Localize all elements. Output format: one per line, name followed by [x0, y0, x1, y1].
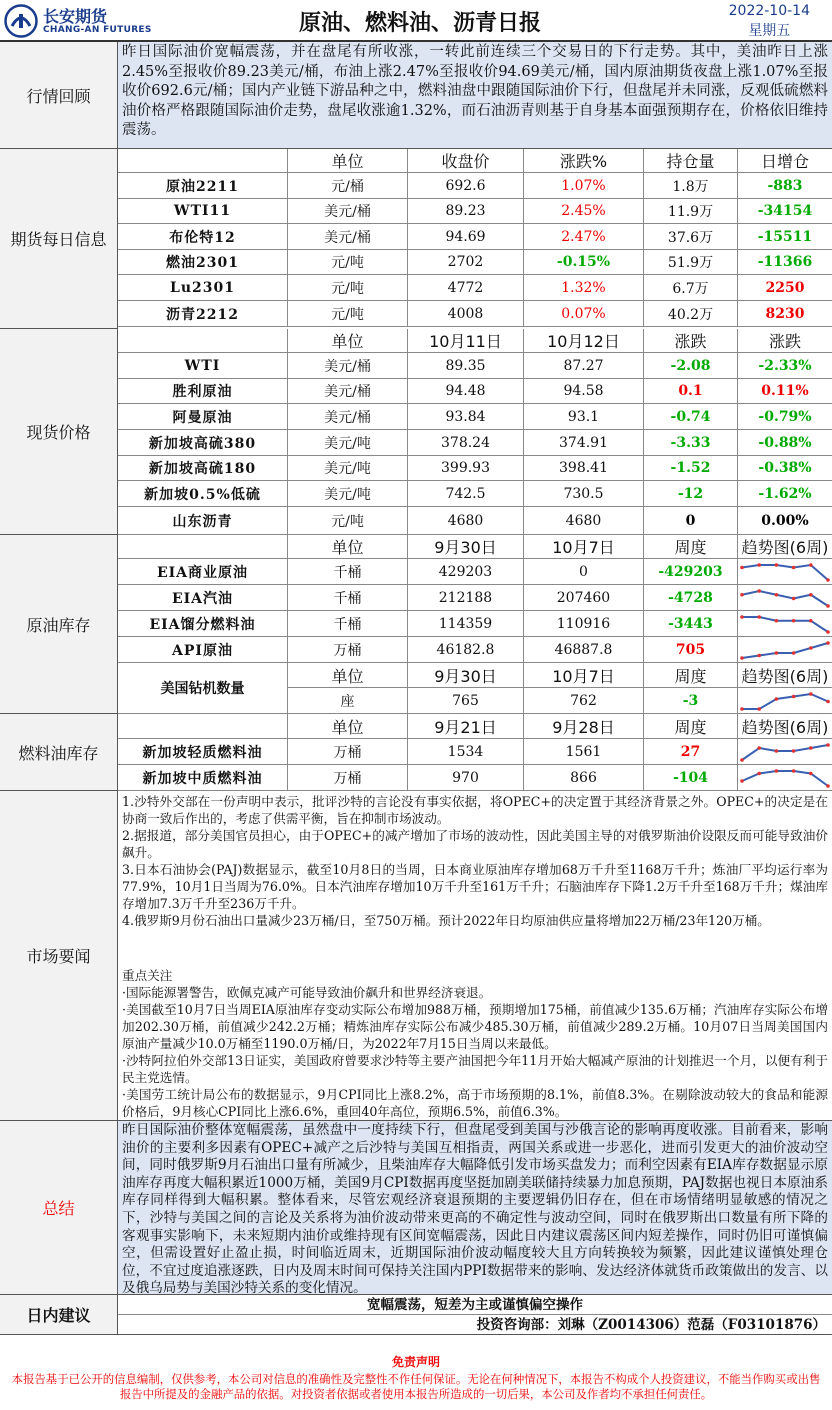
- section-label-crude-inv: 原油库存: [0, 535, 118, 714]
- instrument-name: EIA馏分燃料油: [118, 611, 288, 636]
- column-header: 单位: [288, 329, 408, 352]
- trend-point: [826, 630, 830, 634]
- trend-point: [809, 646, 813, 650]
- trend-point: [775, 592, 779, 596]
- advisors: 投资咨询部：刘琳（Z0014306）范磊（F03101876）: [118, 1315, 832, 1335]
- trend-point: [740, 779, 744, 783]
- column-header: 9月30日: [408, 663, 524, 687]
- close-price: 4008: [408, 301, 524, 326]
- table-row: [118, 611, 832, 637]
- trend-line: [742, 771, 828, 786]
- trend-point: [826, 743, 830, 747]
- table-row: [118, 739, 832, 765]
- section-label-review: 行情回顾: [0, 42, 118, 149]
- trend-point: [792, 565, 796, 569]
- disclaimer-title: 免责声明: [391, 1355, 440, 1369]
- column-header: [118, 714, 288, 738]
- instrument-name: 新加坡中质燃料油: [118, 765, 288, 790]
- price-day2: 730.5: [524, 481, 644, 506]
- trend-point: [775, 563, 779, 567]
- unit: 座: [288, 688, 408, 713]
- section-label-summary: 总结: [0, 1121, 118, 1295]
- column-header: 涨跌: [644, 329, 738, 352]
- trend-point: [826, 604, 830, 608]
- change-pct: 1.32%: [524, 275, 644, 300]
- weekly-change: 27: [644, 739, 738, 764]
- value-week2: 866: [524, 765, 644, 790]
- trend-point: [792, 694, 796, 698]
- daily-oi-change: -15511: [757, 228, 813, 245]
- unit: 美元/吨: [288, 430, 408, 455]
- unit: 元/桶: [288, 173, 408, 198]
- trend-point: [809, 746, 813, 750]
- trend-point: [826, 578, 830, 582]
- instrument-name: WTI: [118, 353, 288, 378]
- section-label-news: 市场要闻: [0, 791, 118, 1121]
- price-day2: 4680: [524, 507, 644, 534]
- trend-line: [742, 745, 828, 760]
- trend-chart: [738, 611, 832, 636]
- trend-point: [792, 769, 796, 773]
- change-pct: 1.07%: [524, 173, 644, 198]
- trend-point: [792, 749, 796, 753]
- trend-line: [742, 617, 828, 632]
- logo-emblem-icon: [4, 4, 38, 38]
- change-pct: -0.79%: [758, 408, 812, 425]
- trend-point: [757, 589, 761, 593]
- price-day2: 374.91: [524, 430, 644, 455]
- column-header: 10月11日: [408, 329, 524, 352]
- unit: 万桶: [288, 739, 408, 764]
- section-label-fuel-inv: 燃料油库存: [0, 714, 118, 791]
- value-week1: 970: [408, 765, 524, 790]
- value-week1: 212188: [408, 585, 524, 610]
- column-header: 10月7日: [524, 535, 644, 558]
- price-day1: 399.93: [408, 456, 524, 480]
- table-row: [118, 430, 832, 456]
- value-week1: 429203: [408, 559, 524, 584]
- table-row: [118, 507, 832, 535]
- fuel-inv-header-row: [118, 714, 832, 739]
- price-day2: 87.27: [524, 353, 644, 378]
- table-row: [118, 224, 832, 250]
- futures-header-row: [118, 149, 832, 173]
- unit: 千桶: [288, 559, 408, 584]
- column-header: [118, 149, 288, 172]
- column-header: 9月21日: [408, 714, 524, 738]
- value-week2: 46887.8: [524, 637, 644, 662]
- change-pct: 0.11%: [761, 383, 809, 399]
- column-header: 9月28日: [524, 714, 644, 738]
- table-row: [118, 173, 832, 199]
- change: -3.33: [644, 430, 738, 455]
- trend-point: [775, 749, 779, 753]
- value-week1: 114359: [408, 611, 524, 636]
- price-day2: 93.1: [524, 404, 644, 429]
- unit: 万桶: [288, 765, 408, 790]
- trend-line: [742, 643, 828, 658]
- close-price: 94.69: [408, 224, 524, 249]
- section-label-advice: 日内建议: [0, 1295, 118, 1335]
- change: 0.1: [644, 379, 738, 403]
- trend-point: [757, 771, 761, 775]
- trend-line: [742, 565, 828, 580]
- trend-point: [826, 784, 830, 788]
- trend-point: [792, 651, 796, 655]
- column-header: 涨跌%: [524, 149, 644, 172]
- table-row: [118, 404, 832, 430]
- brand-en: CHANG-AN FUTURES: [43, 24, 152, 35]
- unit: 美元/吨: [288, 481, 408, 506]
- trend-sparkline: [738, 612, 832, 636]
- trend-point: [757, 563, 761, 567]
- weekly-change: -3443: [644, 611, 738, 636]
- focus-title: 重点关注: [122, 968, 173, 983]
- column-header: 收盘价: [408, 149, 524, 172]
- trend-sparkline: [738, 638, 832, 662]
- focus-item: ·沙特阿拉伯外交部13日证实，美国政府曾要求沙特等主要产油国把今年11月开始大幅减产原油的计划推迟一个月，以便有利于民主党选情。: [122, 1053, 828, 1085]
- news-item: 1.沙特外交部在一份声明中表示，批评沙特的言论没有事实依据，将OPEC+的决定置于其经济背景之外。OPEC+的决定是在协商一致后作出的，考虑了供需平衡，旨在抑制市场波动。: [122, 794, 828, 826]
- change: -1.52: [644, 456, 738, 480]
- close-price: 89.23: [408, 199, 524, 223]
- summary-text: 昨日国际油价整体宽幅震荡，虽然盘中一度持续下行，但盘尾受到美国与沙俄言论的影响再度收涨。目前看来，影响油价的主要利多因素有OPEC+减产之后沙特与美国互相指责，两国关系或进一步恶化，进而引发更大的油价波动空间，同时俄罗斯9月石油出口量有所减少，且柴油库存大幅降低引发市场买盘发力；而利空因素有EIA库存数据显示原油库存再度大幅积累近1000万桶，美国9月CPI数据再度坚挺加剧美联储持续暴力加息预期，PAJ数据也视日本原油系库存同样得到大幅积累。整体看来，尽管宏观经济衰退预期的主要逻辑仍旧存在，但在市场情绪明显敏感的情况之下，沙特与美国之间的言论及关系将为油价波动带来更高的不确定性与波动空间，同时在俄罗斯出口数量有所下降的客观事实影响下，未来短期内油价或维持现有区间宽幅震荡，因此日内建议震荡区间内短差操作，同时仍旧可谨慎偏空，但需设置好止盈止损，时间临近周末，近期国际油价波动幅度较大且方向转换较为频繁，因此建议谨慎处理仓位，不宜过度追涨逐跌，日内及周末时间可保持关注国内PPI数据带来的影响、发达经济体就货币政策做出的发言、以及俄乌局势与美国沙特关系的变化情况。: [118, 1121, 832, 1295]
- brand-cn: 长安期货: [43, 6, 108, 26]
- price-day2: 398.41: [524, 456, 644, 480]
- trend-point: [740, 707, 744, 711]
- crude-inv-header-row: [118, 535, 832, 559]
- trend-point: [809, 692, 813, 696]
- column-header: 单位: [288, 714, 408, 738]
- column-header: 单位: [288, 663, 408, 687]
- instrument-name: Lu2301: [118, 275, 288, 300]
- price-day1: 89.35: [408, 353, 524, 378]
- focus-item: ·美国截至10月7日当周EIA原油库存变动实际公布增加988万桶，预期增加175桶，前值减少135.6万桶；汽油库存实际公布增加202.30万桶，前值减少242.2万桶；精炼油库存实际公布减少485.30万桶，前值减少289.2万桶。10月07日当周美国国内原油产量减少10.0万桶至1190.0万桶/日，为2022年7月15日当周以来最低。: [122, 1002, 828, 1051]
- open-interest: 40.2万: [644, 301, 738, 326]
- column-header: 趋势图(6周): [741, 538, 829, 557]
- trend-point: [775, 618, 779, 622]
- value-week2: 110916: [524, 611, 644, 636]
- trend-point: [740, 565, 744, 569]
- section-label-futures: 期货每日信息: [0, 149, 118, 329]
- trend-point: [792, 596, 796, 600]
- instrument-name: WTI11: [118, 199, 288, 223]
- open-interest: 1.8万: [644, 173, 738, 198]
- trend-chart: [738, 585, 832, 610]
- column-header: 9月30日: [408, 535, 524, 558]
- company-logo: [4, 3, 152, 39]
- instrument-name: 阿曼原油: [118, 404, 288, 429]
- change-pct: 0.07%: [524, 301, 644, 326]
- close-price: 4772: [408, 275, 524, 300]
- trend-chart: [738, 739, 832, 764]
- trend-point: [809, 771, 813, 775]
- value-week2: 207460: [524, 585, 644, 610]
- price-day1: 94.48: [408, 379, 524, 403]
- instrument-name: API原油: [118, 637, 288, 662]
- disclaimer: [0, 1348, 832, 1410]
- change-pct: 0.00%: [761, 512, 809, 529]
- trend-sparkline: [738, 766, 832, 790]
- trend-point: [740, 615, 744, 619]
- daily-oi-change: -11366: [757, 254, 813, 270]
- spot-header-row: [118, 329, 832, 353]
- unit: 美元/桶: [288, 404, 408, 429]
- table-row: [118, 250, 832, 275]
- trend-line: [742, 591, 828, 606]
- trend-point: [775, 651, 779, 655]
- trend-sparkline: [738, 689, 832, 713]
- unit: 元/吨: [288, 507, 408, 534]
- column-header: 单位: [288, 535, 408, 558]
- price-day1: 378.24: [408, 430, 524, 455]
- table-row: [118, 353, 832, 379]
- value-week2: 1561: [524, 739, 644, 764]
- daily-oi-change: 2250: [765, 279, 805, 296]
- value-week2: 0: [524, 559, 644, 584]
- trend-chart: [738, 688, 832, 713]
- trend-point: [826, 699, 830, 703]
- column-header: 单位: [288, 149, 408, 172]
- change: -0.74: [644, 404, 738, 429]
- daily-oi-change: -883: [767, 177, 803, 194]
- trend-chart: [738, 559, 832, 584]
- instrument-name: 沥青2212: [118, 301, 288, 326]
- unit: 美元/桶: [288, 353, 408, 378]
- instrument-name: 山东沥青: [118, 507, 288, 534]
- unit: 元/吨: [288, 275, 408, 300]
- news-panel: [118, 791, 832, 1121]
- change: -2.08: [644, 353, 738, 378]
- unit: 美元/桶: [288, 379, 408, 403]
- change-pct: -0.15%: [524, 250, 644, 274]
- table-row: [118, 481, 832, 507]
- trend-point: [792, 618, 796, 622]
- trend-point: [809, 563, 813, 567]
- column-header: 10月7日: [524, 663, 644, 687]
- trend-point: [757, 615, 761, 619]
- column-header: 周度: [644, 714, 738, 738]
- trend-point: [740, 592, 744, 596]
- change: -12: [644, 481, 738, 506]
- trend-point: [826, 641, 830, 645]
- table-row: [118, 301, 832, 327]
- trend-point: [757, 746, 761, 750]
- weekly-change: 705: [644, 637, 738, 662]
- trend-point: [809, 618, 813, 622]
- column-header: 10月12日: [524, 329, 644, 352]
- news-item: 2.据报道，部分美国官员担心，由于OPEC+的减产增加了市场的波动性，因此美国主导的对俄罗斯油价设限反而可能导致油价飙升。: [122, 828, 828, 860]
- table-row: [118, 379, 832, 404]
- instrument-name: 胜利原油: [118, 379, 288, 403]
- instrument-name: 燃油2301: [118, 250, 288, 274]
- trend-point: [757, 653, 761, 657]
- trend-chart: [738, 637, 832, 662]
- instrument-name: 新加坡轻质燃料油: [118, 739, 288, 764]
- price-day1: 93.84: [408, 404, 524, 429]
- table-row: [118, 559, 832, 585]
- close-price: 692.6: [408, 173, 524, 198]
- open-interest: 6.7万: [644, 275, 738, 300]
- change-pct: -0.88%: [758, 434, 812, 451]
- weekly-change: -429203: [644, 559, 738, 584]
- table-row: [118, 585, 832, 611]
- change-pct: -2.33%: [758, 357, 812, 374]
- open-interest: 11.9万: [644, 199, 738, 223]
- trend-point: [809, 592, 813, 596]
- instrument-name: 原油2211: [118, 173, 288, 198]
- focus-item: ·国际能源署警告，欧佩克减产可能导致油价飙升和世界经济衰退。: [122, 985, 492, 1000]
- weekly-change: -104: [644, 765, 738, 790]
- column-header: [118, 329, 288, 352]
- table-row: [118, 275, 832, 301]
- unit: 美元/桶: [288, 199, 408, 223]
- unit: 美元/桶: [288, 224, 408, 249]
- change-pct: -0.38%: [758, 460, 812, 476]
- close-price: 2702: [408, 250, 524, 274]
- price-day2: 94.58: [524, 379, 644, 403]
- section-label-spot: 现货价格: [0, 329, 118, 535]
- column-header: 趋势图(6周): [741, 666, 829, 686]
- value-week1: 1534: [408, 739, 524, 764]
- trend-point: [775, 697, 779, 701]
- disclaimer-text: 本报告基于已公开的信息编制，仅供参考，本公司对信息的准确性及完整性不作任何保证。无论在何种情况下，本报告不构成个人投资建议，不能当作购买或出售报告中所提及的金融产品的依据。对投资者依据或者使用本报告所造成的一切后果，本公司及作者均不承担任何责任。: [11, 1372, 821, 1401]
- trend-line: [742, 694, 828, 709]
- value-week1: 46182.8: [408, 637, 524, 662]
- report-weekday: 星期五: [748, 23, 791, 39]
- trend-point: [775, 769, 779, 773]
- instrument-name: 新加坡高硫180: [118, 456, 288, 480]
- report-header: [0, 0, 832, 42]
- weekly-change: -3: [644, 688, 738, 713]
- unit: 万桶: [288, 637, 408, 662]
- table-row: [118, 456, 832, 481]
- focus-item: ·美国劳工统计局公布的数据显示，9月CPI同比上涨8.2%，高于市场预期的8.1%，前值8.3%。在剔除波动较大的食品和能源价格后，9月核心CPI同比上涨6.6%，重回40年高位，预期6.5%，前值6.3%。: [122, 1087, 828, 1119]
- trend-sparkline: [738, 586, 832, 610]
- unit: 千桶: [288, 611, 408, 636]
- unit: 元/吨: [288, 301, 408, 326]
- column-header: 趋势图(6周): [741, 717, 829, 737]
- table-row: [118, 637, 832, 663]
- news-item: 3.日本石油协会(PAJ)数据显示，截至10月8日的当周，日本商业原油库存增加68万千升至1168万千升；炼油厂平均运行率为77.9%，10月1日当周为76.0%。日本汽油库存增加10万千升至161万千升；石脑油库存下降1.2万千升至168万千升；煤油库存增加7.3万千升至236万千升。: [122, 862, 828, 911]
- trend-point: [740, 656, 744, 660]
- change-pct: 2.45%: [524, 199, 644, 223]
- price-day1: 4680: [408, 507, 524, 534]
- table-row: [118, 199, 832, 224]
- column-header: 涨跌: [768, 332, 801, 351]
- open-interest: 51.9万: [644, 250, 738, 274]
- value-week1: 765: [408, 688, 524, 713]
- daily-oi-change: -34154: [757, 203, 813, 219]
- review-text: 昨日国际油价宽幅震荡，并在盘尾有所收涨，一转此前连续三个交易日的下行走势。其中，美油昨日上涨2.45%至报收价89.23美元/桶，布油上涨2.47%至报收价94.69美元/桶，国内原油期货夜盘上涨1.07%至报收价692.6元/桶；国内产业链下游品种之中，燃料油盘中跟随国际油价下行，但盘尾并未同涨，反观低硫燃料油价格严格跟随国际油价走势，盘尾收涨逾1.32%，而石油沥青则基于自身基本面强预期存在，价格依旧维持震荡。: [118, 42, 832, 149]
- change-pct: -1.62%: [758, 485, 812, 502]
- news-spacer: [122, 929, 828, 967]
- column-header: 周度: [644, 663, 738, 687]
- column-header: 周度: [644, 535, 738, 558]
- news-item: 4.俄罗斯9月份石油出口量减少23万桶/日，至750万桶。预计2022年日均原油供应量将增加22万桶/23年120万桶。: [122, 913, 770, 928]
- unit: 千桶: [288, 585, 408, 610]
- instrument-name: 新加坡0.5%低硫: [118, 481, 288, 506]
- rig-count-label: 美国钻机数量: [118, 663, 288, 714]
- advice-text: 宽幅震荡，短差为主或谨慎偏空操作: [118, 1295, 832, 1315]
- instrument-name: 布伦特12: [118, 224, 288, 249]
- daily-oi-change: 8230: [765, 305, 805, 322]
- report-date-block: [729, 1, 810, 41]
- column-header: 日增仓: [760, 152, 809, 171]
- price-day1: 742.5: [408, 481, 524, 506]
- instrument-name: EIA汽油: [118, 585, 288, 610]
- column-header: 持仓量: [644, 149, 738, 172]
- unit: 美元/吨: [288, 456, 408, 480]
- weekly-change: -4728: [644, 585, 738, 610]
- column-header: [118, 535, 288, 558]
- trend-sparkline: [738, 560, 832, 584]
- page-title: 原油、燃料油、沥青日报: [298, 11, 541, 36]
- report-date: 2022-10-14: [728, 3, 810, 19]
- unit: 元/吨: [288, 250, 408, 274]
- trend-point: [740, 758, 744, 762]
- instrument-name: 新加坡高硫380: [118, 430, 288, 455]
- open-interest: 37.6万: [644, 224, 738, 249]
- table-row: [118, 765, 832, 791]
- change-pct: 2.47%: [524, 224, 644, 249]
- trend-sparkline: [738, 740, 832, 764]
- trend-chart: [738, 765, 832, 790]
- value-week2: 762: [524, 688, 644, 713]
- instrument-name: EIA商业原油: [118, 559, 288, 584]
- trend-point: [757, 707, 761, 711]
- change: 0: [644, 507, 738, 534]
